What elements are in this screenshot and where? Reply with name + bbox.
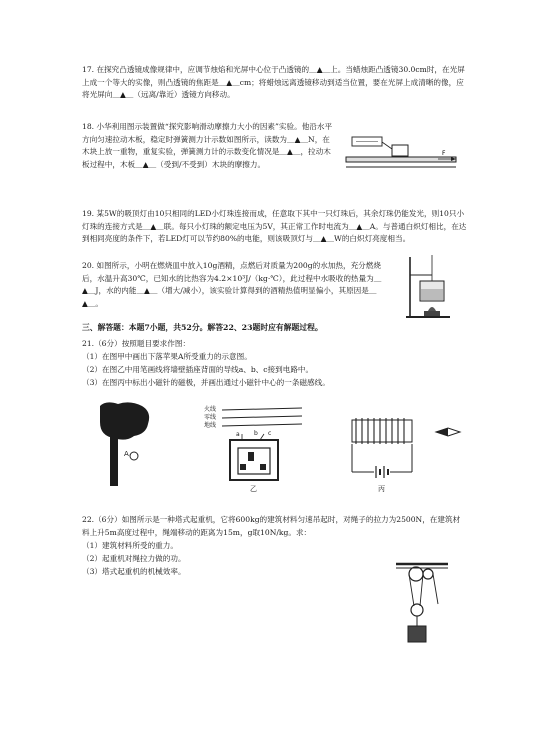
wire-label-3: 地线 [204,422,217,429]
question-21-stem: 21.（6分）按照题目要求作图： [82,339,191,348]
socket-wiring-figure [204,404,304,496]
wire-label-1: 火线 [204,406,217,413]
friction-apparatus-figure [338,127,458,175]
question-21-item-2: （2）在图乙中用笔画线将墙壁插座背面的导线a、b、c接到电路中。 [82,365,314,374]
question-18: 18. 小华利用图示装置做“探究影响滑动摩擦力大小的因素”实验。他沿水平方向匀速拉动木板，稳定时弹簧测力计示数如图所示，读数为＿▲＿N，在木块上放一重物，重复实验，弹簧测力计的示数变化情况是＿▲＿，拉动木板过程中，木板＿▲＿（受到/不受到）木块的摩擦力。 [82,122,333,169]
crane-pulley-figure [394,560,450,646]
question-21-item-3: （3）在图丙中标出小磁针的磁极，并画出通过小磁针中心的一条磁感线。 [82,378,330,387]
question-22-item-1: （1）建筑材料所受的重力。 [82,541,178,550]
heating-apparatus-figure [404,253,454,323]
question-21-item-1: （1）在图甲中画出下落苹果A所受重力的示意图。 [82,352,252,361]
section-title: 三、解答题：本题7小题，共52分。解答22、23题时应有解题过程。 [82,323,323,332]
question-19: 19. 某5W的吸顶灯由10只相同的LED小灯珠连接而成，任意取下其中一只灯珠后，其余灯珠仍能发光，则10只小灯珠的连接方式是＿▲＿联。每只小灯珠的额定电压为5V，其正常工作时电流为＿▲＿A。与普通白炽灯相比，在达到相同亮度的条件下，若LED灯可以节约80%的电能，则该吸顶灯与＿▲＿W的白炽灯亮度相当。 [82,209,467,244]
svg-text:F: F [442,150,446,157]
terminal-b-label: b [254,430,258,437]
question-17: 17. 在探究凸透镜成像规律中，应调节烛焰和光屏中心位于凸透镜的＿▲＿上。当蜡烛距凸透镜30.0cm时，在光屏上成一个等大的实像，则凸透镜的焦距是＿▲＿cm；将蜡烛远离透镜移动到适当位置，要在光屏上成清晰的像，应将光屏向＿▲＿（远离/靠近）透镜方向移动。 [82,65,465,100]
solenoid-compass-figure [344,410,464,500]
question-22-stem: 22.（6分）如图所示是一种塔式起重机，它将600kg的建筑材料匀速吊起时，对绳子的拉力为2500N，在建筑材料上升5m高度过程中，绳端移动的距离为15m，g取10N/kg。求： [82,515,461,537]
figure-c-caption: 丙 [378,485,385,493]
apple-tree-figure [96,400,156,488]
terminal-c-label: c [268,430,272,437]
terminal-a-label: a [236,431,240,438]
question-22-item-2: （2）起重机对绳拉力做的功。 [82,554,186,563]
question-22-item-3: （3）塔式起重机的机械效率。 [82,567,186,576]
question-20: 20. 如图所示，小明在燃烧皿中放入10g酒精，点燃后对质量为200g的水加热，充分燃烧后，水温升高30℃，已知水的比热容为4.2×10³J/（kg·℃），此过程中水吸收的热量为＿▲＿J，水的内能＿▲＿（增大/减小），该实验计算得到的酒精热值明显偏小，其原因是＿▲＿。 [82,261,382,308]
apple-label: A [124,450,129,458]
figure-b-caption: 乙 [250,485,257,493]
wire-label-2: 零线 [204,414,217,421]
